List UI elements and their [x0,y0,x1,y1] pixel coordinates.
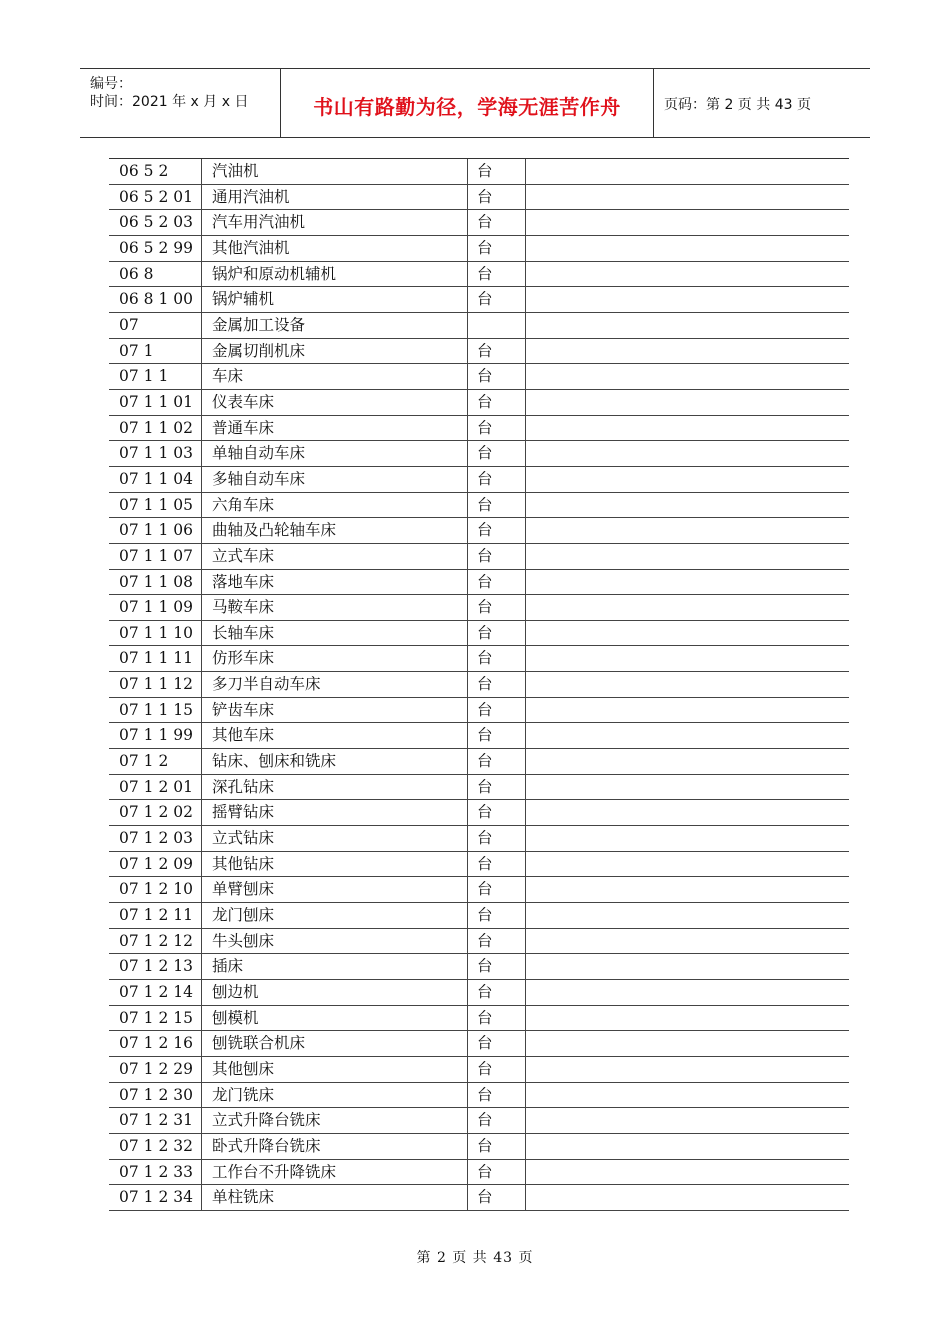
table-row [109,390,849,416]
unit-cell: 台 [468,954,526,979]
unit-cell: 台 [468,493,526,518]
table-row [109,595,849,621]
remark-cell [526,698,849,723]
code-cell: 07 1 2 13 [109,954,202,979]
code-cell: 06 5 2 03 [109,210,202,235]
table-row [109,800,849,826]
name-cell: 单柱铣床 [202,1185,468,1210]
code-cell: 07 1 2 09 [109,852,202,877]
code-cell: 07 1 2 12 [109,929,202,954]
name-cell: 马鞍车床 [202,595,468,620]
unit-cell: 台 [468,416,526,441]
code-cell: 06 5 2 01 [109,185,202,210]
table-row [109,1006,849,1032]
name-cell: 车床 [202,364,468,389]
remark-cell [526,980,849,1005]
table-row [109,210,849,236]
name-cell: 锅炉辅机 [202,287,468,312]
code-cell: 07 1 2 34 [109,1185,202,1210]
name-cell: 立式车床 [202,544,468,569]
header-motto: 书山有路勤为径，学海无涯苦作舟 [313,95,621,119]
table-row [109,544,849,570]
remark-cell [526,544,849,569]
unit-cell: 台 [468,570,526,595]
code-cell: 07 1 2 10 [109,877,202,902]
unit-cell: 台 [468,1006,526,1031]
name-cell: 通用汽油机 [202,185,468,210]
unit-cell: 台 [468,287,526,312]
table-row [109,1031,849,1057]
remark-cell [526,416,849,441]
name-cell: 刨模机 [202,1006,468,1031]
remark-cell [526,236,849,261]
table-row [109,698,849,724]
code-cell: 07 1 2 31 [109,1108,202,1133]
table-row [109,877,849,903]
remark-cell [526,313,849,338]
code-cell: 07 1 1 [109,364,202,389]
unit-cell: 台 [468,672,526,697]
name-cell: 插床 [202,954,468,979]
table-row [109,262,849,288]
name-cell: 汽油机 [202,159,468,184]
name-cell: 深孔钻床 [202,775,468,800]
code-cell: 07 1 1 04 [109,467,202,492]
unit-cell: 台 [468,467,526,492]
unit-cell: 台 [468,1083,526,1108]
code-cell: 07 1 1 12 [109,672,202,697]
header-motto-cell [281,69,654,137]
name-cell: 龙门铣床 [202,1083,468,1108]
code-cell: 07 1 1 01 [109,390,202,415]
header-page-cell [654,69,870,137]
code-cell: 07 1 2 14 [109,980,202,1005]
remark-cell [526,1134,849,1159]
remark-cell [526,775,849,800]
name-cell: 铲齿车床 [202,698,468,723]
table-row [109,646,849,672]
unit-cell: 台 [468,441,526,466]
unit-cell: 台 [468,364,526,389]
unit-cell: 台 [468,1031,526,1056]
code-cell: 06 8 [109,262,202,287]
remark-cell [526,954,849,979]
table-row [109,775,849,801]
table-row [109,287,849,313]
table-row [109,1185,849,1211]
table-row [109,441,849,467]
name-cell: 其他车床 [202,723,468,748]
code-cell: 07 1 [109,339,202,364]
code-cell: 07 1 2 32 [109,1134,202,1159]
unit-cell: 台 [468,518,526,543]
name-cell: 锅炉和原动机辅机 [202,262,468,287]
code-cell: 07 1 1 09 [109,595,202,620]
table-row [109,929,849,955]
name-cell: 龙门刨床 [202,903,468,928]
name-cell: 牛头刨床 [202,929,468,954]
code-cell: 06 5 2 99 [109,236,202,261]
table-row [109,493,849,519]
name-cell: 仪表车床 [202,390,468,415]
unit-cell: 台 [468,544,526,569]
code-cell: 07 1 1 05 [109,493,202,518]
header-meta [80,69,281,137]
unit-cell: 台 [468,595,526,620]
header-page-info: 页码：第 2 页 共 43 页 [664,97,811,113]
code-cell: 07 1 1 06 [109,518,202,543]
remark-cell [526,903,849,928]
page-header [80,68,870,138]
remark-cell [526,749,849,774]
unit-cell: 台 [468,903,526,928]
remark-cell [526,441,849,466]
document-number-label: 编号： [90,76,132,92]
table-row [109,980,849,1006]
table-row [109,313,849,339]
remark-cell [526,723,849,748]
code-cell: 07 1 2 30 [109,1083,202,1108]
unit-cell: 台 [468,236,526,261]
remark-cell [526,1160,849,1185]
table-row [109,1108,849,1134]
name-cell: 其他钻床 [202,852,468,877]
code-cell: 06 8 1 00 [109,287,202,312]
name-cell: 刨铣联合机床 [202,1031,468,1056]
remark-cell [526,262,849,287]
table-row [109,723,849,749]
code-cell: 07 1 2 02 [109,800,202,825]
name-cell: 仿形车床 [202,646,468,671]
remark-cell [526,929,849,954]
remark-cell [526,1185,849,1210]
remark-cell [526,287,849,312]
document-date: 时间：2021 年 x 月 x 日 [90,94,249,110]
remark-cell [526,826,849,851]
name-cell: 其他刨床 [202,1057,468,1082]
name-cell: 工作台不升降铣床 [202,1160,468,1185]
code-cell: 07 1 2 29 [109,1057,202,1082]
table-row [109,672,849,698]
code-cell: 07 1 1 11 [109,646,202,671]
remark-cell [526,672,849,697]
code-cell: 07 1 1 03 [109,441,202,466]
code-cell: 06 5 2 [109,159,202,184]
remark-cell [526,1031,849,1056]
remark-cell [526,570,849,595]
equipment-code-table [109,158,849,1211]
table-row [109,826,849,852]
unit-cell: 台 [468,1160,526,1185]
table-row [109,1057,849,1083]
remark-cell [526,493,849,518]
name-cell: 金属切削机床 [202,339,468,364]
name-cell: 落地车床 [202,570,468,595]
name-cell: 卧式升降台铣床 [202,1134,468,1159]
name-cell: 立式升降台铣床 [202,1108,468,1133]
unit-cell: 台 [468,390,526,415]
code-cell: 07 1 2 33 [109,1160,202,1185]
unit-cell: 台 [468,775,526,800]
remark-cell [526,646,849,671]
table-row [109,236,849,262]
code-cell: 07 1 2 15 [109,1006,202,1031]
name-cell: 曲轴及凸轮轴车床 [202,518,468,543]
unit-cell: 台 [468,877,526,902]
unit-cell: 台 [468,929,526,954]
remark-cell [526,877,849,902]
name-cell: 金属加工设备 [202,313,468,338]
code-cell: 07 1 1 10 [109,621,202,646]
table-row [109,416,849,442]
code-cell: 07 1 1 99 [109,723,202,748]
table-row [109,1160,849,1186]
unit-cell: 台 [468,621,526,646]
code-cell: 07 1 1 08 [109,570,202,595]
table-row [109,621,849,647]
unit-cell: 台 [468,800,526,825]
name-cell: 单臂刨床 [202,877,468,902]
table-row [109,749,849,775]
remark-cell [526,1108,849,1133]
remark-cell [526,852,849,877]
remark-cell [526,595,849,620]
code-cell: 07 1 2 [109,749,202,774]
name-cell: 刨边机 [202,980,468,1005]
unit-cell: 台 [468,826,526,851]
remark-cell [526,185,849,210]
table-row [109,852,849,878]
unit-cell: 台 [468,159,526,184]
name-cell: 多刀半自动车床 [202,672,468,697]
remark-cell [526,1083,849,1108]
table-row [109,903,849,929]
name-cell: 长轴车床 [202,621,468,646]
unit-cell: 台 [468,723,526,748]
page-footer: 第 2 页 共 43 页 [416,1250,534,1266]
name-cell: 多轴自动车床 [202,467,468,492]
unit-cell: 台 [468,1134,526,1159]
remark-cell [526,467,849,492]
name-cell: 普通车床 [202,416,468,441]
remark-cell [526,390,849,415]
table-row [109,364,849,390]
code-cell: 07 [109,313,202,338]
unit-cell: 台 [468,339,526,364]
table-row [109,339,849,365]
remark-cell [526,1057,849,1082]
name-cell: 立式钻床 [202,826,468,851]
unit-cell: 台 [468,980,526,1005]
table-row [109,1134,849,1160]
code-cell: 07 1 1 02 [109,416,202,441]
unit-cell: 台 [468,852,526,877]
table-row [109,185,849,211]
name-cell: 其他汽油机 [202,236,468,261]
remark-cell [526,518,849,543]
remark-cell [526,1006,849,1031]
unit-cell: 台 [468,210,526,235]
code-cell: 07 1 2 03 [109,826,202,851]
table-row [109,467,849,493]
table-row [109,159,849,185]
code-cell: 07 1 1 15 [109,698,202,723]
remark-cell [526,364,849,389]
unit-cell: 台 [468,1108,526,1133]
unit-cell: 台 [468,262,526,287]
code-cell: 07 1 2 11 [109,903,202,928]
unit-cell: 台 [468,698,526,723]
unit-cell: 台 [468,749,526,774]
remark-cell [526,339,849,364]
remark-cell [526,621,849,646]
name-cell: 汽车用汽油机 [202,210,468,235]
table-row [109,1083,849,1109]
code-cell: 07 1 2 01 [109,775,202,800]
unit-cell: 台 [468,1057,526,1082]
name-cell: 钻床、刨床和铣床 [202,749,468,774]
unit-cell: 台 [468,185,526,210]
table-row [109,954,849,980]
name-cell: 六角车床 [202,493,468,518]
unit-cell: 台 [468,1185,526,1210]
remark-cell [526,159,849,184]
unit-cell [468,313,526,338]
unit-cell: 台 [468,646,526,671]
code-cell: 07 1 1 07 [109,544,202,569]
remark-cell [526,800,849,825]
table-row [109,518,849,544]
name-cell: 单轴自动车床 [202,441,468,466]
name-cell: 摇臂钻床 [202,800,468,825]
table-row [109,570,849,596]
code-cell: 07 1 2 16 [109,1031,202,1056]
remark-cell [526,210,849,235]
